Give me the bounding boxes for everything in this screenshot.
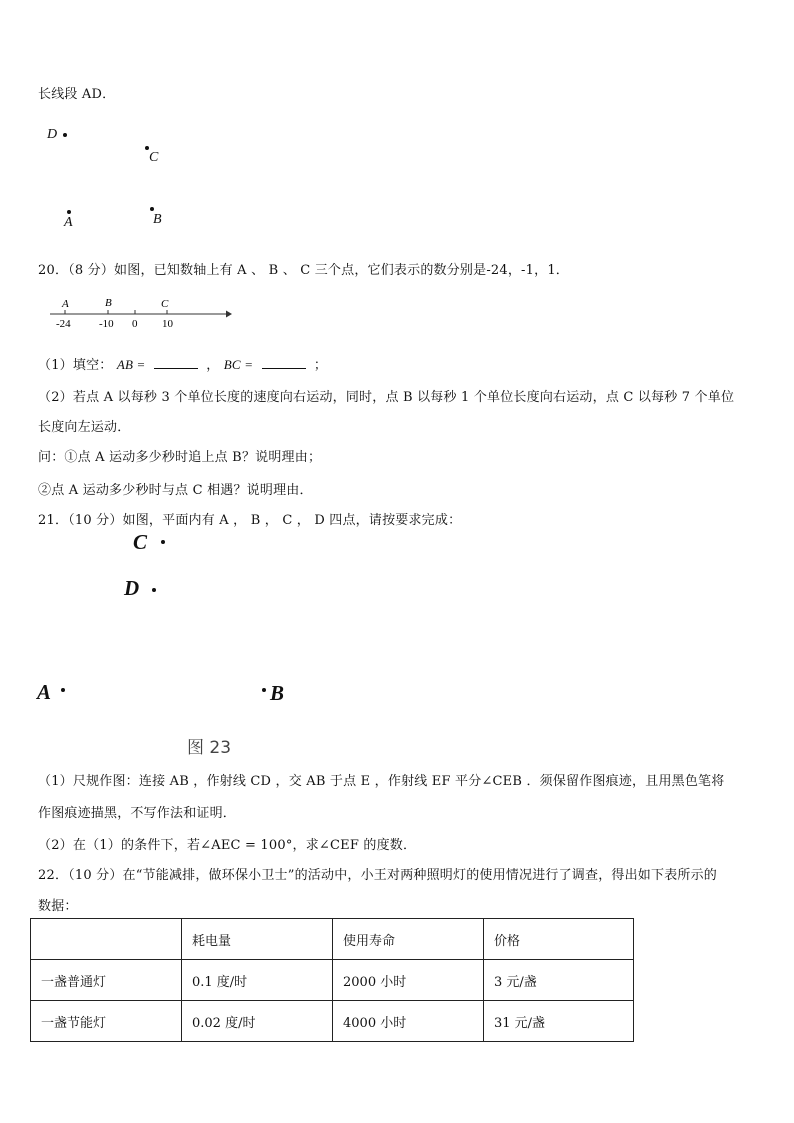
- q21-point-b-label: B: [270, 681, 285, 705]
- q20-part1: [38, 354, 327, 373]
- q21-point-b-dot: [262, 688, 266, 692]
- q21-point-c-dot: [161, 540, 165, 544]
- q20-part2-line2: 长度向左运动．: [38, 420, 131, 435]
- q21-part2: （2）在（1）的条件下，若∠AEC = 100°，求∠CEF 的度数．: [38, 838, 417, 853]
- table-cell: 一盏普通灯: [31, 960, 182, 1001]
- q21-point-a-dot: [61, 688, 65, 692]
- q19-tail-text: 长线段 AD．: [38, 87, 116, 102]
- q19-point-d-label: D: [47, 127, 58, 142]
- q20-number-line: [40, 292, 240, 332]
- nl-tick-label-0: -24: [56, 318, 71, 330]
- nl-tick-label-2: 0: [132, 318, 138, 330]
- q21-stem: 21．（10 分）如图，平面内有 A ， B ， C ， D 四点，请按要求完成：: [38, 513, 462, 528]
- table-header-cell: [31, 919, 182, 960]
- q22-data-table: [30, 918, 634, 1042]
- q21-point-d-dot: [152, 588, 156, 592]
- q21-part1-line1: （1）尺规作图：连接 AB ，作射线 CD ，交 AB 于点 E ，作射线 EF 平分∠CEB ．须保留作图痕迹，且用黑色笔将: [38, 774, 725, 789]
- q20-bc-blank[interactable]: [262, 356, 306, 369]
- q19-point-a-label: A: [64, 215, 73, 230]
- q20-part1-sep: ，: [206, 358, 220, 373]
- table-cell: 31 元/盏: [484, 1001, 634, 1042]
- q19-point-b-label: B: [153, 212, 162, 227]
- nl-tick-label-3: 10: [162, 318, 173, 330]
- q20-ask1: 问：①点 A 运动多少秒时追上点 B？说明理由；: [38, 450, 322, 465]
- table-cell: 一盏节能灯: [31, 1001, 182, 1042]
- q20-part2-line1: （2）若点 A 以每秒 3 个单位长度的速度向右运动，同时，点 B 以每秒 1 个单位长度向右运动，点 C 以每秒 7 个单位: [38, 390, 735, 405]
- q21-point-c-label: C: [133, 530, 148, 554]
- q21-point-d-label: D: [124, 576, 140, 600]
- q21-figure-caption: 图 23: [187, 738, 232, 758]
- q19-point-a-dot: [67, 210, 71, 214]
- q20-part1-end: ；: [313, 358, 328, 373]
- q19-point-d-dot: [63, 133, 67, 137]
- nl-label-b: B: [105, 297, 112, 309]
- q20-ab-blank[interactable]: [154, 356, 198, 369]
- table-row: [31, 1001, 634, 1042]
- q22-stem-line2: 数据：: [38, 899, 78, 914]
- table-cell: 0.1 度/时: [182, 960, 333, 1001]
- nl-label-a: A: [62, 298, 69, 310]
- nl-tick-label-1: -10: [99, 318, 114, 330]
- q21-point-a-label: A: [37, 680, 52, 704]
- q19-point-b-dot: [150, 207, 154, 211]
- q20-stem: 20．（8 分）如图，已知数轴上有 A 、 B 、 C 三个点，它们表示的数分别是-24，-1，1．: [38, 263, 569, 278]
- table-header-cell: 价格: [484, 919, 634, 960]
- q21-part1-line2: 作图痕迹描黑，不写作法和证明．: [38, 806, 237, 821]
- q20-ab-expr: AB =: [116, 357, 146, 372]
- nl-label-c: C: [161, 298, 169, 310]
- q19-point-c-label: C: [149, 150, 159, 165]
- q20-part1-prefix: （1）填空：: [38, 358, 113, 373]
- table-cell: 3 元/盏: [484, 960, 634, 1001]
- table-cell: 4000 小时: [333, 1001, 484, 1042]
- q20-bc-expr: BC =: [223, 357, 254, 372]
- q20-ask2: ②点 A 运动多少秒时与点 C 相遇？说明理由．: [38, 483, 313, 498]
- table-header-cell: 耗电量: [182, 919, 333, 960]
- table-row: [31, 960, 634, 1001]
- table-header-row: [31, 919, 634, 960]
- number-line-arrow: [226, 311, 232, 318]
- table-cell: 2000 小时: [333, 960, 484, 1001]
- table-header-cell: 使用寿命: [333, 919, 484, 960]
- q22-stem-line1: 22．（10 分）在“节能减排，做环保小卫士”的活动中，小王对两种照明灯的使用情况进行了调查，得出如下表所示的: [38, 868, 718, 883]
- table-cell: 0.02 度/时: [182, 1001, 333, 1042]
